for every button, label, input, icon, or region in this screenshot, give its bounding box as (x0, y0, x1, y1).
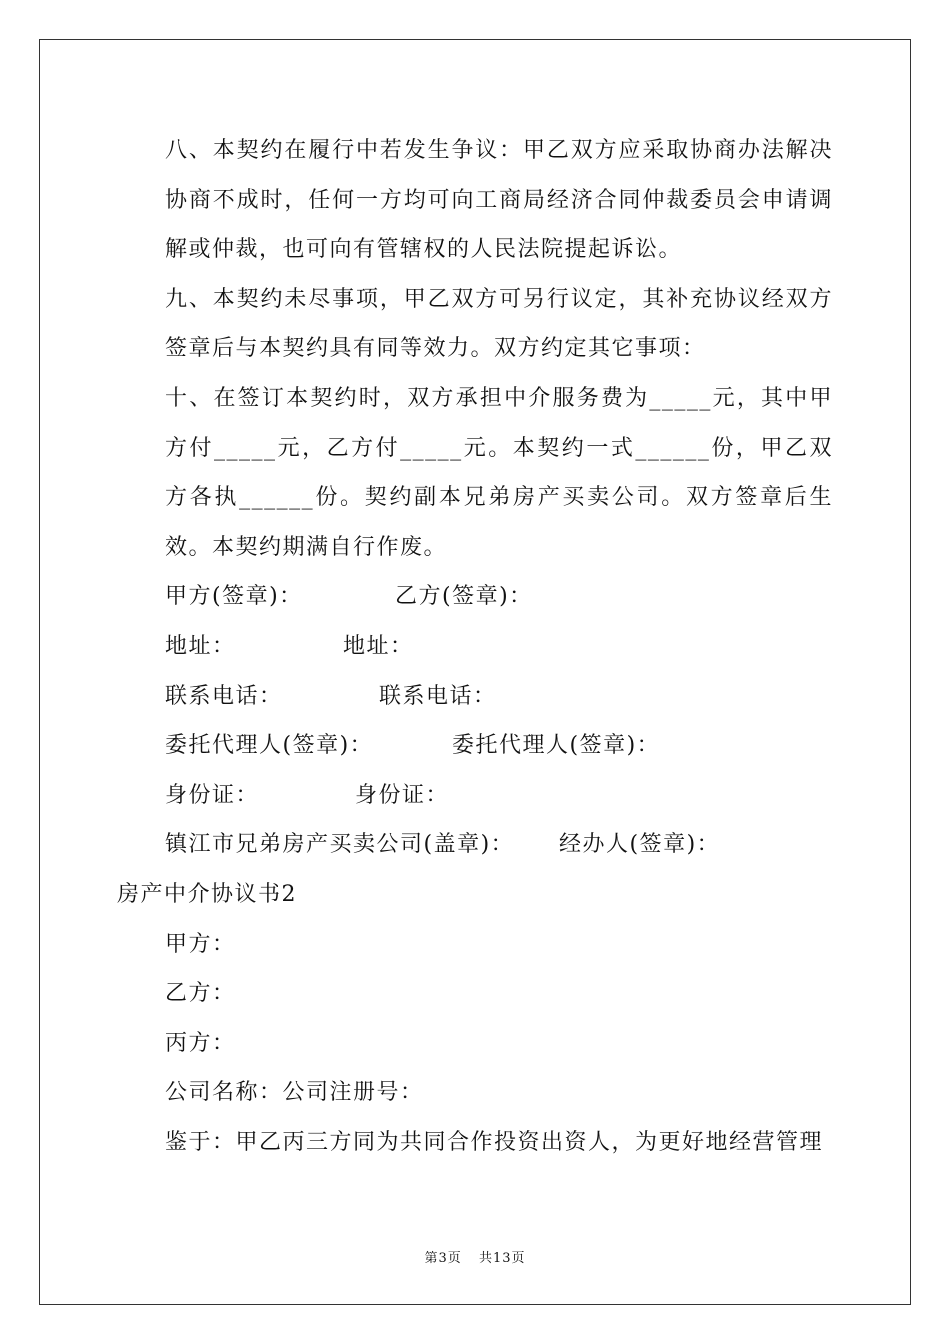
address-b: 地址： (343, 633, 414, 659)
party-a-line: 甲方： (165, 931, 236, 957)
whereas-line: 鉴于：甲乙丙三方同为共同合作投资出资人，为更好地经营管理 (165, 1129, 824, 1155)
company-seal: 镇江市兄弟房产买卖公司(盖章)： (165, 832, 515, 858)
party-b-sign: 乙方(签章)： (395, 584, 533, 610)
id-a: 身份证： (165, 782, 260, 808)
signature-row-phone (117, 672, 833, 722)
id-b: 身份证： (355, 782, 450, 808)
section-title: 房产中介协议书2 (117, 881, 297, 907)
page-footer (0, 1247, 950, 1266)
agent-b: 委托代理人(签章)： (452, 733, 661, 759)
page-total: 共13页 (478, 1251, 526, 1266)
company-line: 公司名称：公司注册号： (165, 1080, 424, 1106)
party-a-sign: 甲方(签章)： (165, 584, 303, 610)
signature-row-agent (117, 721, 833, 771)
page-number: 第3页 (424, 1251, 462, 1266)
signature-row-party (117, 572, 833, 622)
signature-row-id (117, 771, 833, 821)
signature-row-address (117, 622, 833, 672)
party-c-line: 丙方： (165, 1030, 236, 1056)
handler-sign: 经办人(签章)： (559, 832, 721, 858)
phone-b: 联系电话： (379, 683, 497, 709)
phone-a: 联系电话： (165, 683, 283, 709)
clause-8: 八、本契约在履行中若发生争议：甲乙双方应采取协商办法解决协商不成时，任何一方均可向工商局经济合同仲裁委员会申请调解或仲裁，也可向有管辖权的人民法院提起诉讼。 (165, 138, 833, 263)
address-a: 地址： (165, 633, 236, 659)
agent-a: 委托代理人(签章)： (165, 733, 374, 759)
clause-10: 十、在签订本契约时，双方承担中介服务费为_____元，其中甲方付_____元，乙方付_____元。本契约一式______份，甲乙双方各执______份。契约副本兄弟房产买卖公司。双方签章后生效。本契约期满自行作废。 (165, 385, 833, 560)
clause-9: 九、本契约未尽事项，甲乙双方可另行议定，其补充协议经双方签章后与本契约具有同等效力。双方约定其它事项： (165, 286, 833, 362)
party-b-line: 乙方： (165, 981, 236, 1007)
document-body (117, 126, 833, 1167)
signature-row-company (117, 820, 833, 870)
